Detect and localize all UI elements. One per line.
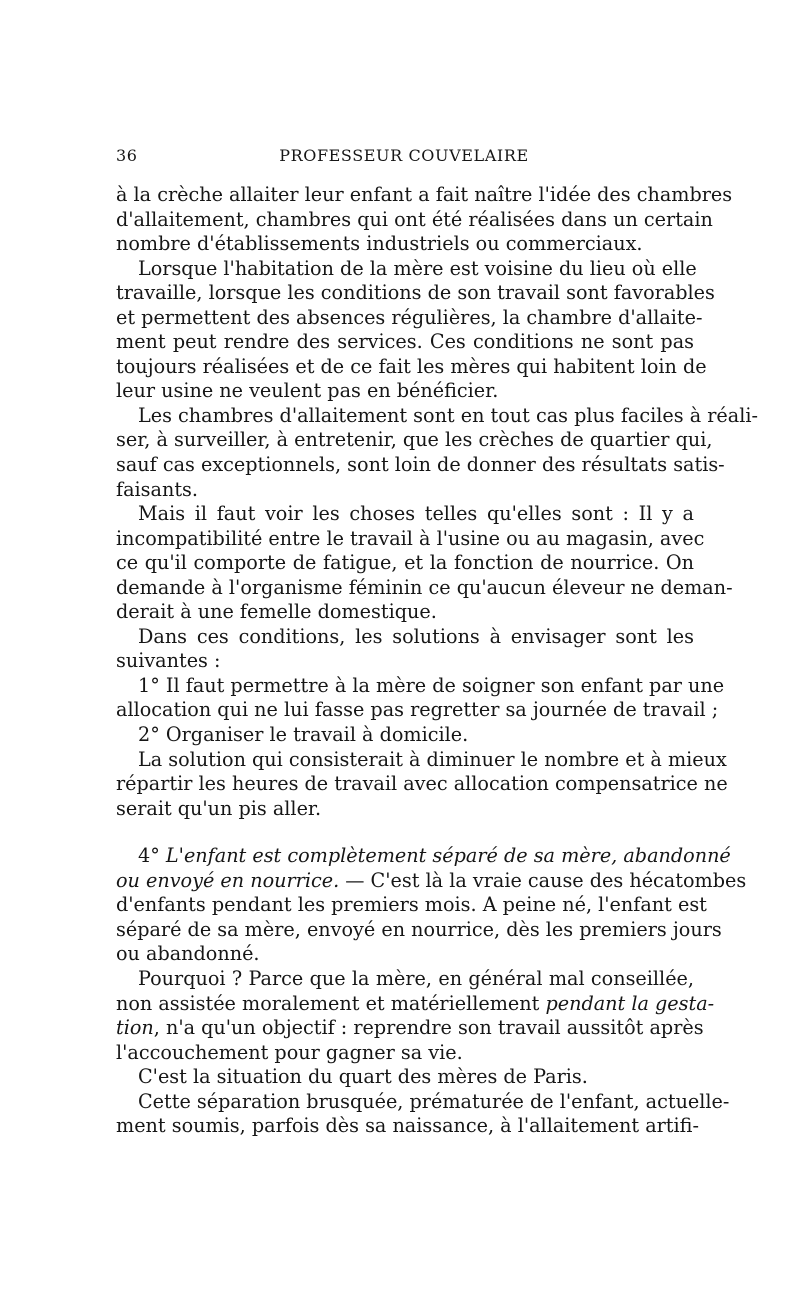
page-header (116, 146, 692, 170)
text-line: tion, n'a qu'un objectif : reprendre son travail aussitôt après (116, 1016, 704, 1040)
text-line: d'allaitement, chambres qui ont été réalisées dans un certain (116, 207, 713, 231)
section-number: 4° (138, 844, 160, 868)
text-line: incompatibilité entre le travail à l'usine ou au magasin, avec (116, 526, 705, 550)
italic-text: pendant la gesta- (545, 991, 715, 1015)
text-line: l'accouchement pour gagner sa vie. (116, 1040, 463, 1064)
text-line: Lorsque l'habitation de la mère est voisine du lieu où elle (138, 256, 697, 280)
text-line: nombre d'établissements industriels ou commerciaux. (116, 232, 643, 256)
text-line: et permettent des absences régulières, la chambre d'allaite- (116, 305, 703, 329)
paragraph (116, 183, 733, 257)
paragraph (116, 403, 758, 502)
text-line (116, 844, 731, 869)
paragraph (116, 502, 733, 625)
text-line: toujours réalisées et de ce fait les mères qui habitent loin de (116, 354, 707, 378)
paragraph (116, 625, 694, 674)
paragraph (116, 1065, 694, 1090)
text-line: faisants. (116, 477, 198, 501)
paragraph (116, 723, 694, 748)
italic-text: tion (116, 1016, 154, 1040)
text-line: séparé de sa mère, envoyé en nourrice, dès les premiers jours (116, 917, 722, 941)
text-line: ce qu'il comporte de fatigue, et la fonction de nourrice. On (116, 551, 694, 575)
section-gap (116, 821, 694, 844)
paragraph (116, 1089, 730, 1139)
text-line: Les chambres d'allaitement sont en tout cas plus faciles à réali- (138, 403, 758, 427)
text-line: La solution qui consisterait à diminuer le nombre et à mieux (138, 747, 727, 771)
text-line: d'enfants pendant les premiers mois. A peine né, l'enfant est (116, 893, 707, 917)
body-text (116, 183, 758, 1139)
text-line: 1° Il faut permettre à la mère de soigner son enfant par une (138, 673, 725, 697)
text-line: Mais il faut voir les choses telles qu'elles sont : Il y a (138, 502, 694, 526)
text-line: ou envoyé en nourrice. — C'est là la vraie cause des hécatombes (116, 868, 747, 892)
page-number: 36 (116, 146, 138, 165)
text-line: ou abandonné. (116, 942, 260, 966)
italic-heading: ou envoyé en nourrice. (116, 868, 340, 892)
text-line: suivantes : (116, 649, 221, 673)
paragraph (116, 747, 728, 822)
text-line: à la crèche allaiter leur enfant a fait naître l'idée des chambres (116, 183, 733, 206)
text-line: Cette séparation brusquée, prématurée de l'enfant, actuelle- (138, 1089, 730, 1113)
paragraph (116, 256, 715, 404)
text-line: Dans ces conditions, les solutions à envisager sont les (138, 624, 694, 648)
text-line: répartir les heures de travail avec allocation compensatrice ne (116, 772, 728, 796)
text-line: leur usine ne veulent pas en bénéficier. (116, 379, 499, 403)
paragraph (116, 966, 715, 1065)
paragraph-section-4 (116, 844, 747, 967)
text-line: non assistée moralement et matériellement pendant la gesta- (116, 991, 715, 1015)
text-line: sauf cas exceptionnels, sont loin de donner des résultats satis- (116, 453, 725, 477)
text-line: C'est la situation du quart des mères de Paris. (138, 1065, 588, 1089)
paragraph (116, 673, 725, 723)
text-line: ment peut rendre des services. Ces conditions ne sont pas (116, 330, 694, 354)
text-line: ser, à surveiller, à entretenir, que les crèches de quartier qui, (116, 428, 713, 452)
text-line: demande à l'organisme féminin ce qu'aucun éleveur ne deman- (116, 575, 733, 599)
text-line: travaille, lorsque les conditions de son travail sont favorables (116, 281, 715, 305)
text-line: allocation qui ne lui fasse pas regretter sa journée de travail ; (116, 698, 719, 722)
text-line: derait à une femelle domestique. (116, 600, 437, 624)
running-head: PROFESSEUR COUVELAIRE (279, 146, 529, 165)
text-line: serait qu'un pis aller. (116, 796, 322, 820)
text-line: 2° Organiser le travail à domicile. (138, 723, 469, 747)
text-line: ment soumis, parfois dès sa naissance, à l'allaitement artifi- (116, 1114, 699, 1138)
text-line: Pourquoi ? Parce que la mère, en général mal conseillée, (138, 966, 694, 990)
italic-heading: L'enfant est complètement séparé de sa mère, abandonné (165, 844, 731, 868)
